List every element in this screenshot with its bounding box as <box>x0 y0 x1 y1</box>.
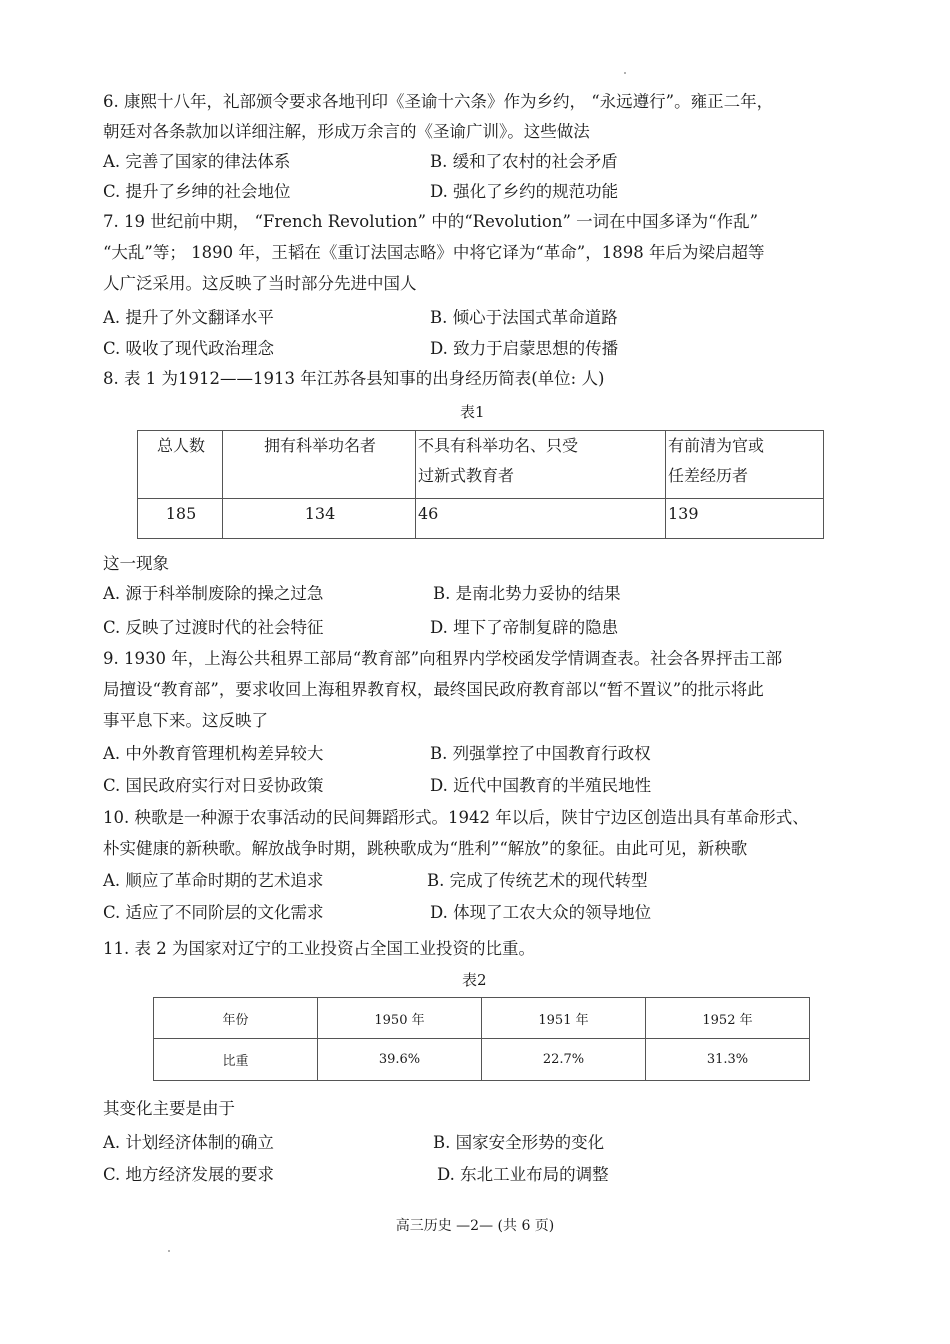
table-2-row-label: 比重 <box>154 1039 318 1081</box>
q10-option-c: C. 适应了不同阶层的文化需求 <box>103 903 324 922</box>
table-1-cell-new-education: 46 <box>416 499 666 539</box>
q6-option-b: B. 缓和了农村的社会矛盾 <box>430 152 618 171</box>
q9-option-b: B. 列强掌控了中国教育行政权 <box>430 744 651 763</box>
q10-option-a: A. 顺应了革命时期的艺术追求 <box>103 871 324 890</box>
q9-option-a: A. 中外教育管理机构差异较大 <box>103 744 324 763</box>
q9-option-c: C. 国民政府实行对日妥协政策 <box>103 776 324 795</box>
q8-option-d: D. 埋下了帝制复辟的隐患 <box>430 618 619 637</box>
q8-option-c: C. 反映了过渡时代的社会特征 <box>103 618 324 637</box>
q11-option-a: A. 计划经济体制的确立 <box>103 1133 274 1152</box>
q8-option-a: A. 源于科举制废除的操之过急 <box>103 584 324 603</box>
page-footer: 高三历史 —2— (共 6 页) <box>395 1218 555 1234</box>
q10-stem-line-1: 10. 秧歌是一种源于农事活动的民间舞蹈形式。1942 年以后，陕甘宁边区创造出具有革命形式、 <box>103 808 809 827</box>
q6-option-c: C. 提升了乡绅的社会地位 <box>103 182 291 201</box>
q11-option-b: B. 国家安全形势的变化 <box>433 1133 605 1152</box>
q7-option-c: C. 吸收了现代政治理念 <box>103 339 275 358</box>
table-2-cell-1951: 22.7% <box>482 1039 646 1081</box>
q11-option-c: C. 地方经济发展的要求 <box>103 1165 275 1184</box>
q11-option-d: D. 东北工业布局的调整 <box>437 1165 609 1184</box>
q8-after-text: 这一现象 <box>103 554 169 573</box>
table-2-header-year: 年份 <box>154 998 318 1039</box>
q7-stem-line-1: 7. 19 世纪前中期， “French Revolution” 中的“Revolution” 一词在中国多译为“作乱” <box>103 212 759 231</box>
q11-stem: 11. 表 2 为国家对辽宁的工业投资占全国工业投资的比重。 <box>103 939 535 958</box>
table-1-cell-total: 185 <box>138 499 223 539</box>
q9-stem-line-1: 9. 1930 年，上海公共租界工部局“教育部”向租界内学校函发学情调查表。社会各界抨击工部 <box>103 649 783 668</box>
table-2-header-1951: 1951 年 <box>482 998 646 1039</box>
table-2-header-1952: 1952 年 <box>646 998 810 1039</box>
q8-option-b: B. 是南北势力妥协的结果 <box>433 584 621 603</box>
q9-option-d: D. 近代中国教育的半殖民地性 <box>430 776 652 795</box>
table-1-caption: 表1 <box>460 403 485 421</box>
table-1-header-new-education-line-1: 不具有科举功名、只受 <box>418 436 579 455</box>
q9-stem-line-3: 事平息下来。这反映了 <box>103 711 268 730</box>
table-1-header-official-line-1: 有前清为官或 <box>668 436 765 455</box>
table-1-header-official-line-2: 任差经历者 <box>668 466 749 485</box>
table-2-header-1950: 1950 年 <box>318 998 482 1039</box>
table-1 <box>137 430 824 539</box>
q7-option-a: A. 提升了外文翻译水平 <box>103 308 274 327</box>
table-1-cell-official: 139 <box>666 499 824 539</box>
q7-option-b: B. 倾心于法国式革命道路 <box>430 308 618 327</box>
q7-stem-line-2: “大乱”等； 1890 年，王韬在《重订法国志略》中将它译为“革命”，1898 年后为梁启超等 <box>103 243 765 262</box>
table-1-header-new-education <box>416 431 666 499</box>
table-1-cell-keju: 134 <box>223 499 416 539</box>
q10-option-b: B. 完成了传统艺术的现代转型 <box>427 871 648 890</box>
q10-stem-line-2: 朴实健康的新秧歌。解放战争时期，跳秧歌成为“胜利”“解放”的象征。由此可见，新秧歌 <box>103 839 748 858</box>
q6-stem-line-1: 6. 康熙十八年，礼部颁令要求各地刊印《圣谕十六条》作为乡约， “永远遵行”。雍正二年， <box>103 92 774 111</box>
table-2-cell-1952: 31.3% <box>646 1039 810 1081</box>
scan-dot <box>624 72 626 74</box>
q6-stem-line-2: 朝廷对各条款加以详细注解，形成万余言的《圣谕广训》。这些做法 <box>103 122 590 141</box>
table-2-cell-1950: 39.6% <box>318 1039 482 1081</box>
scan-dot <box>168 1250 170 1252</box>
table-1-header-new-education-line-2: 过新式教育者 <box>418 466 515 485</box>
table-1-header-total: 总人数 <box>138 431 223 499</box>
q11-after-text: 其变化主要是由于 <box>103 1099 235 1118</box>
q8-stem: 8. 表 1 为1912——1913 年江苏各县知事的出身经历简表(单位: 人) <box>103 369 605 388</box>
q7-stem-line-3: 人广泛采用。这反映了当时部分先进中国人 <box>103 274 417 293</box>
table-2-caption: 表2 <box>462 971 487 989</box>
table-1-header-official <box>666 431 824 499</box>
q7-option-d: D. 致力于启蒙思想的传播 <box>430 339 619 358</box>
q6-option-d: D. 强化了乡约的规范功能 <box>430 182 619 201</box>
q9-stem-line-2: 局擅设“教育部”，要求收回上海租界教育权，最终国民政府教育部以“暂不置议”的批示将此 <box>103 680 764 699</box>
q10-option-d: D. 体现了工农大众的领导地位 <box>430 903 652 922</box>
table-1-header-keju: 拥有科举功名者 <box>223 431 416 499</box>
table-2 <box>153 997 810 1081</box>
q6-option-a: A. 完善了国家的律法体系 <box>103 152 291 171</box>
